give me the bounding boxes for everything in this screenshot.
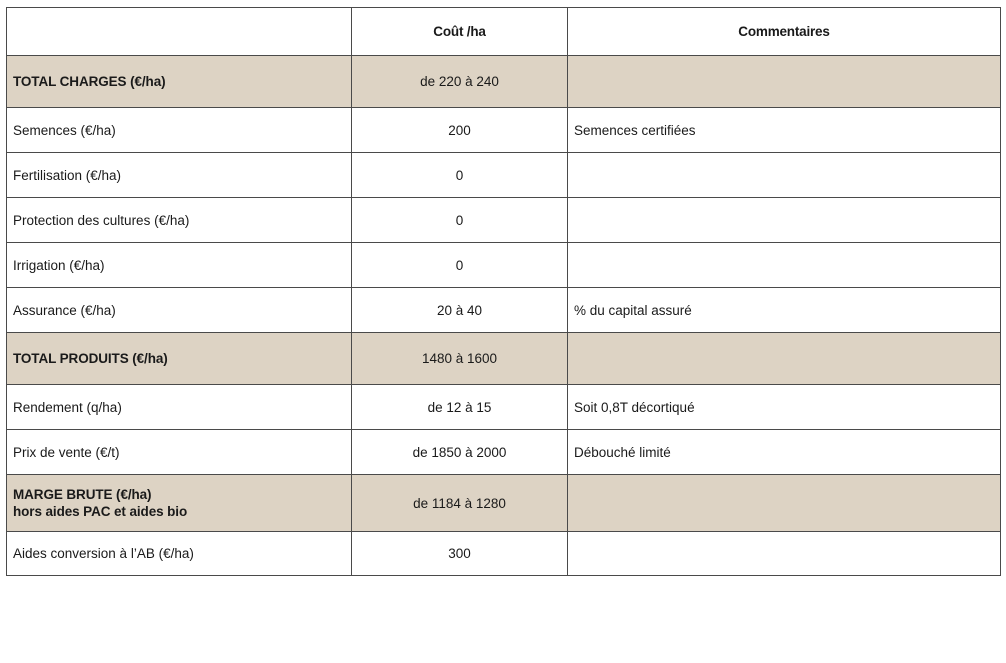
cost-table bbox=[6, 7, 1001, 576]
row-comment bbox=[568, 333, 1001, 385]
header-comments: Commentaires bbox=[568, 8, 1001, 56]
row-value: de 220 à 240 bbox=[352, 56, 568, 108]
table-row-prix-de-vente bbox=[7, 430, 1001, 475]
table-row-irrigation bbox=[7, 243, 1001, 288]
row-comment bbox=[568, 198, 1001, 243]
table-row-marge-brute bbox=[7, 475, 1001, 532]
row-label bbox=[7, 475, 352, 532]
header-label bbox=[7, 8, 352, 56]
row-label-line: Fertilisation (€/ha) bbox=[13, 167, 122, 183]
row-label bbox=[7, 56, 352, 108]
row-label-line: MARGE BRUTE (€/ha) bbox=[13, 487, 152, 502]
row-label-line: TOTAL PRODUITS (€/ha) bbox=[13, 351, 168, 366]
row-label bbox=[7, 532, 352, 576]
row-value: 20 à 40 bbox=[352, 288, 568, 333]
row-comment bbox=[568, 475, 1001, 532]
row-value: 0 bbox=[352, 153, 568, 198]
row-value: 0 bbox=[352, 198, 568, 243]
row-label bbox=[7, 385, 352, 430]
row-label-line: Aides conversion à l’AB (€/ha) bbox=[13, 546, 194, 561]
row-value: de 1850 à 2000 bbox=[352, 430, 568, 475]
row-label bbox=[7, 333, 352, 385]
row-value: de 1184 à 1280 bbox=[352, 475, 568, 532]
row-label-subline: hors aides PAC et aides bio bbox=[13, 504, 188, 519]
row-comment: Semences certifiées bbox=[568, 108, 1001, 153]
table-row-aides-conversion bbox=[7, 532, 1001, 576]
row-label bbox=[7, 108, 352, 153]
row-label-line: Semences (€/ha) bbox=[13, 122, 116, 138]
header-row bbox=[7, 8, 1001, 56]
row-comment: Débouché limité bbox=[568, 430, 1001, 475]
row-label-line: Prix de vente (€/t) bbox=[13, 444, 120, 460]
row-value: 1480 à 1600 bbox=[352, 333, 568, 385]
row-label-line: Irrigation (€/ha) bbox=[13, 257, 105, 273]
table-row-assurance bbox=[7, 288, 1001, 333]
row-label bbox=[7, 198, 352, 243]
row-value: 200 bbox=[352, 108, 568, 153]
row-value: de 12 à 15 bbox=[352, 385, 568, 430]
table-row-rendement bbox=[7, 385, 1001, 430]
table-row-fertilisation bbox=[7, 153, 1001, 198]
row-label-line: TOTAL CHARGES (€/ha) bbox=[13, 74, 166, 89]
row-comment bbox=[568, 153, 1001, 198]
row-comment bbox=[568, 532, 1001, 576]
row-label-line: Rendement (q/ha) bbox=[13, 399, 122, 415]
table-row-total-produits bbox=[7, 333, 1001, 385]
row-label bbox=[7, 288, 352, 333]
row-value: 300 bbox=[352, 532, 568, 576]
row-label bbox=[7, 243, 352, 288]
row-label-line: Protection des cultures (€/ha) bbox=[13, 212, 190, 228]
row-comment bbox=[568, 243, 1001, 288]
row-label bbox=[7, 153, 352, 198]
row-value: 0 bbox=[352, 243, 568, 288]
header-cost: Coût /ha bbox=[352, 8, 568, 56]
row-comment: Soit 0,8T décortiqué bbox=[568, 385, 1001, 430]
table-row-semences bbox=[7, 108, 1001, 153]
row-label bbox=[7, 430, 352, 475]
table-row-protection bbox=[7, 198, 1001, 243]
row-label-line: Assurance (€/ha) bbox=[13, 302, 116, 318]
table-row-total-charges bbox=[7, 56, 1001, 108]
row-comment bbox=[568, 56, 1001, 108]
row-comment: % du capital assuré bbox=[568, 288, 1001, 333]
